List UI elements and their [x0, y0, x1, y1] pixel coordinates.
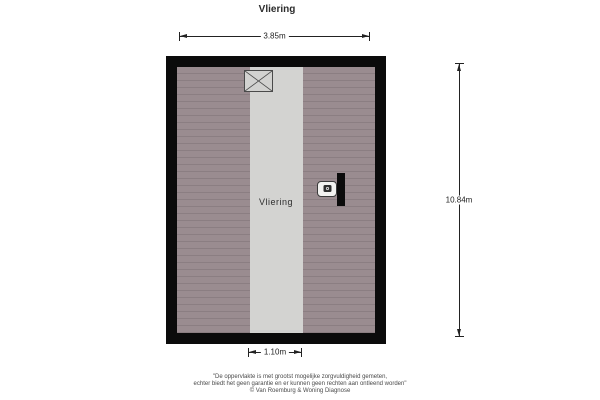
arrow-up-icon — [457, 64, 461, 71]
dimension-bottom — [248, 348, 302, 357]
dimension-top — [179, 32, 370, 41]
room-label: Vliering — [258, 197, 293, 207]
dimension-bottom-label: 1.10m — [261, 348, 289, 357]
dimension-right — [445, 63, 473, 337]
floor-area — [177, 67, 375, 333]
arrow-left-icon — [180, 34, 187, 38]
arrow-down-icon — [457, 329, 461, 336]
page-title: Vliering — [258, 4, 296, 15]
arrow-right-icon — [294, 350, 301, 354]
disclaimer-copyright: © Van Roemburg & Woning Diagnose — [249, 388, 351, 394]
disclaimer-line-2: echter biedt het geen garantie en er kunnen geen rechten aan ontleend worden" — [193, 381, 407, 387]
disclaimer-line-1: "De oppervlakte is met grootst mogelijke zorgvuldigheid gemeten, — [212, 374, 388, 380]
dimension-right-label: 10.84m — [443, 196, 476, 205]
void-marker-icon — [244, 70, 273, 92]
dimension-top-label: 3.85m — [260, 32, 288, 41]
installation-unit-icon — [317, 181, 337, 197]
arrow-right-icon — [362, 34, 369, 38]
disclaimer — [0, 374, 600, 395]
arrow-left-icon — [249, 350, 256, 354]
floorplan-room — [166, 56, 386, 344]
